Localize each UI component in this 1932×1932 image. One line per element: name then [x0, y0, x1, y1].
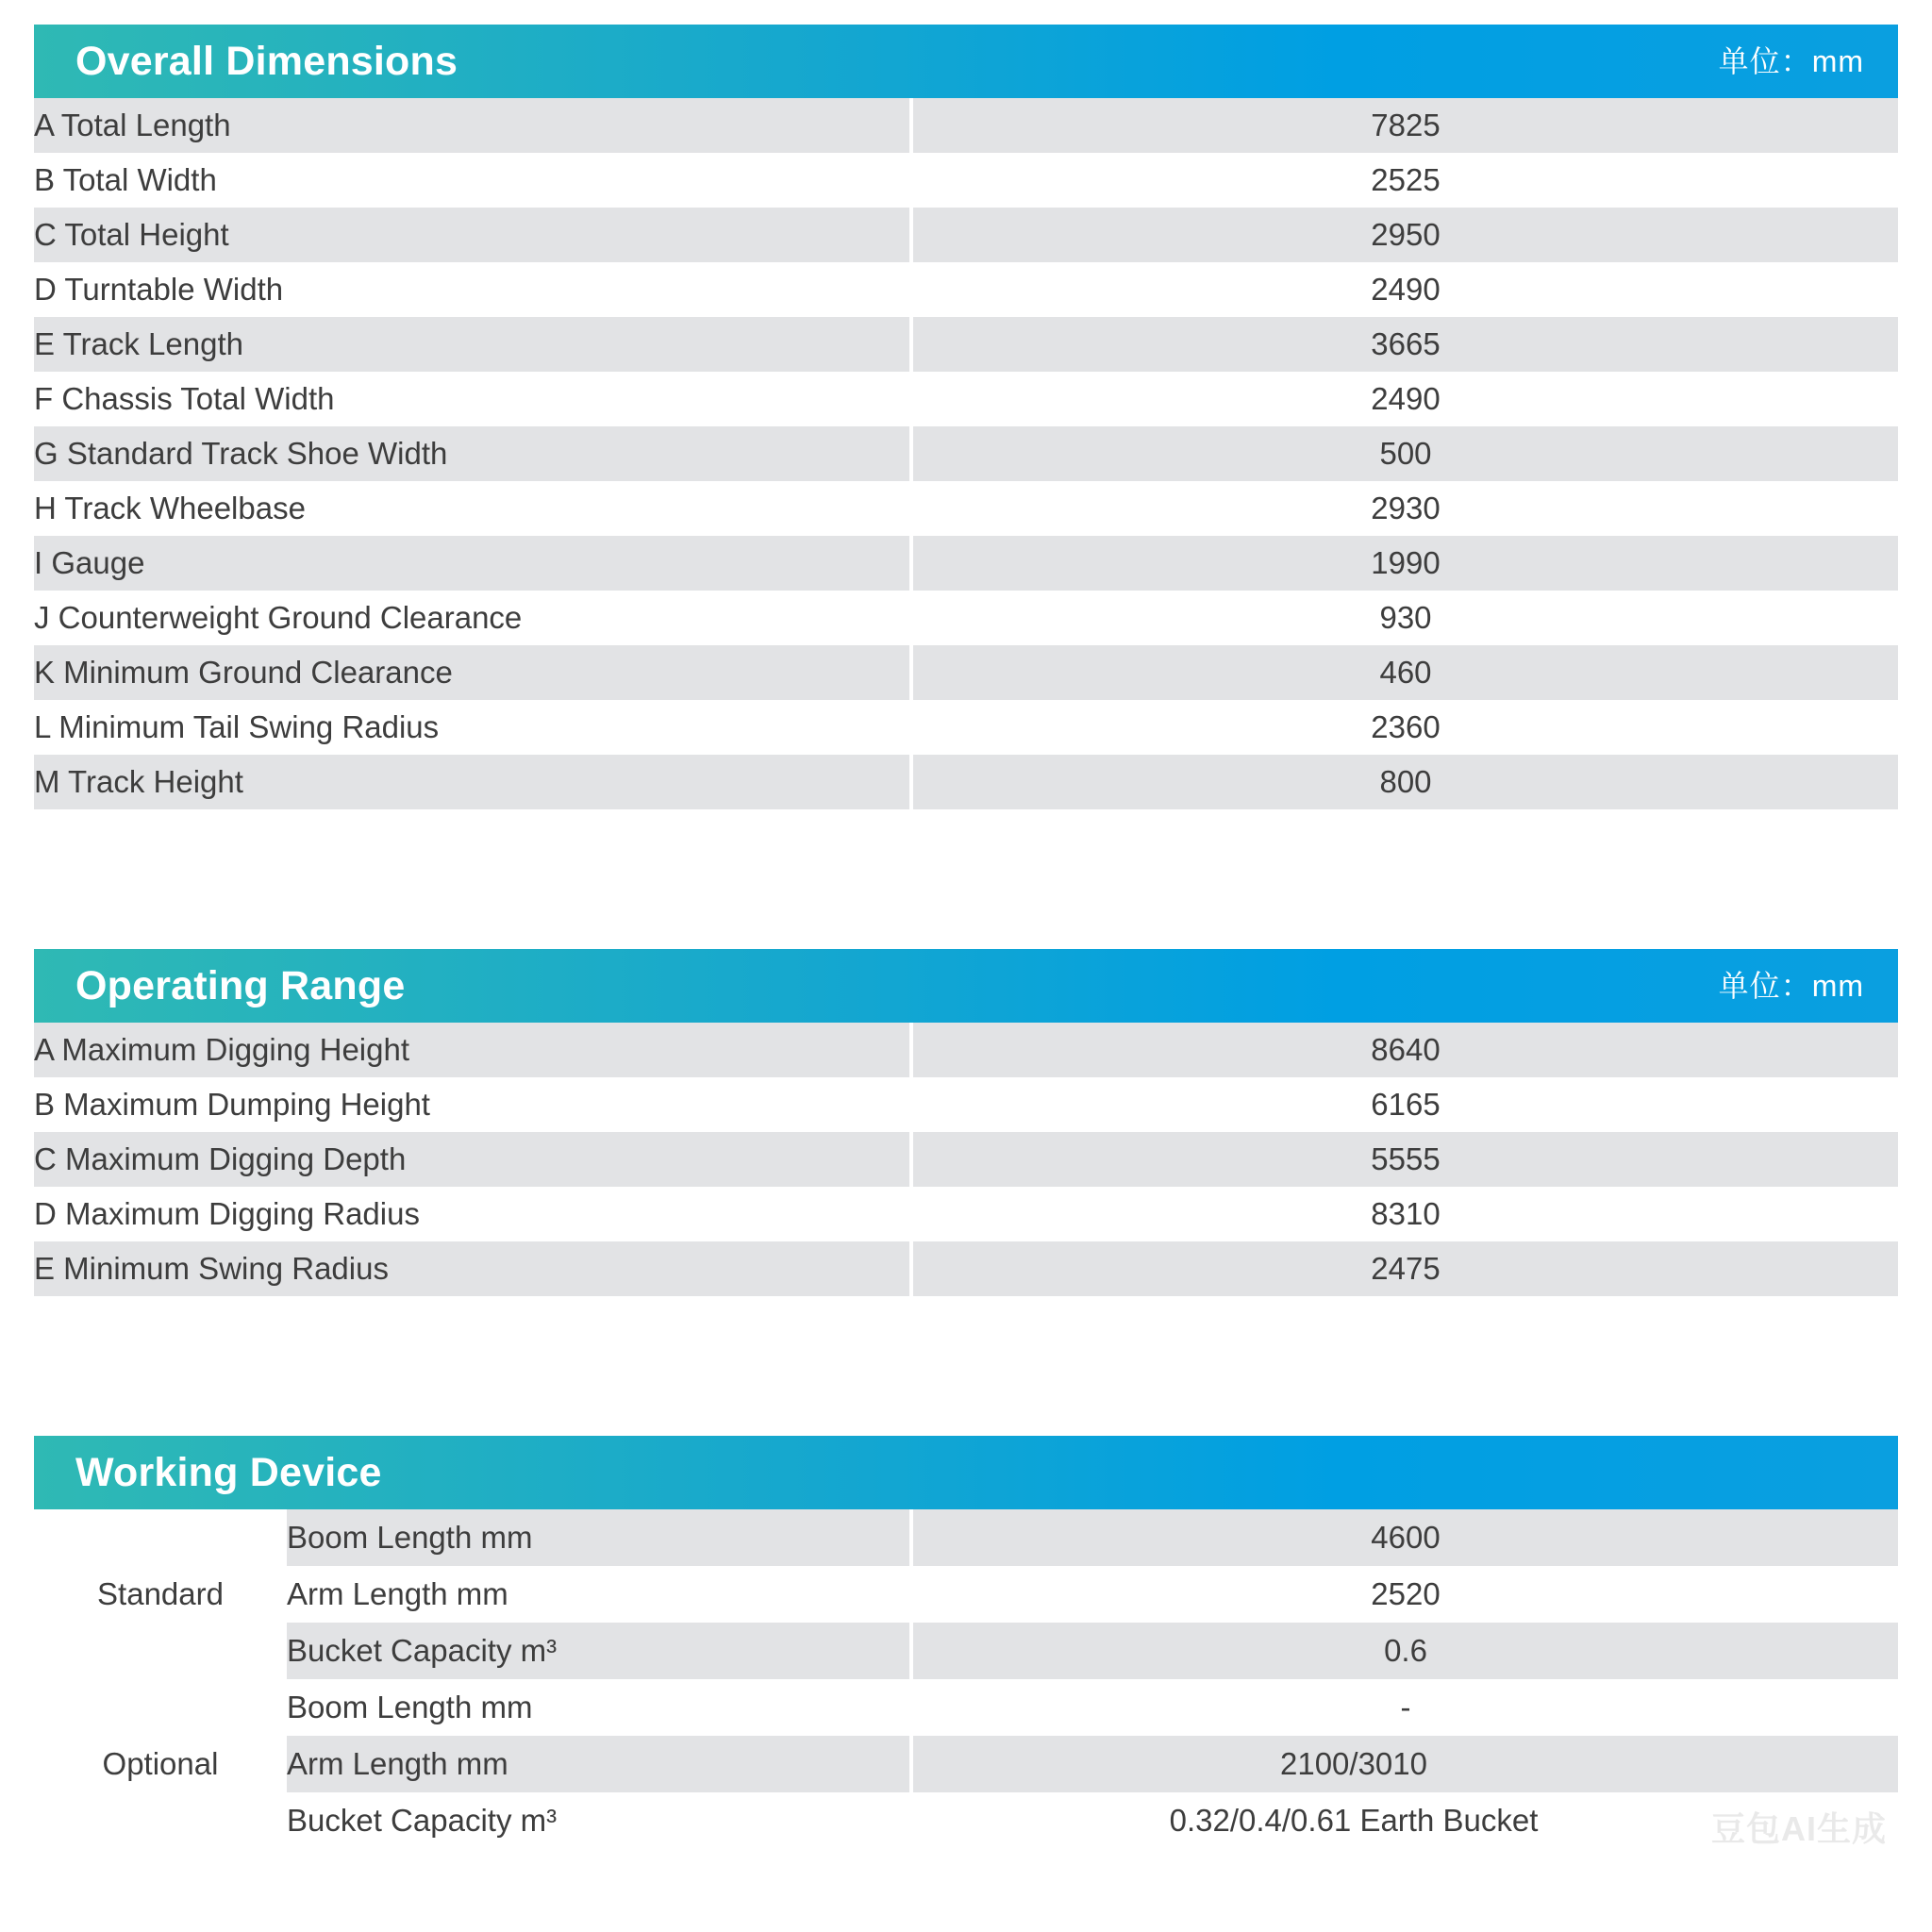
working-device-table: [34, 1509, 1898, 1849]
row-label: E Track Length: [34, 317, 911, 372]
row-label: Boom Length mm: [287, 1679, 911, 1736]
row-value: 2490: [911, 262, 1898, 317]
unit-value: mm: [1811, 969, 1864, 1003]
section-title: Working Device: [75, 1449, 382, 1495]
row-label: C Maximum Digging Depth: [34, 1132, 911, 1187]
group-label-optional: Optional: [34, 1679, 287, 1849]
table-row: [34, 372, 1898, 426]
table-row: [34, 153, 1898, 208]
row-value: 0.6: [911, 1623, 1898, 1679]
row-value: 6165: [911, 1077, 1898, 1132]
row-value: 2525: [911, 153, 1898, 208]
table-row: [34, 755, 1898, 809]
watermark: 豆包AI生成: [1710, 1809, 1887, 1848]
row-value: 2100/3010: [911, 1736, 1898, 1792]
table-row: [34, 317, 1898, 372]
row-label: K Minimum Ground Clearance: [34, 645, 911, 700]
row-label: F Chassis Total Width: [34, 372, 911, 426]
row-label: I Gauge: [34, 536, 911, 591]
row-label: L Minimum Tail Swing Radius: [34, 700, 911, 755]
table-row: [34, 1509, 1898, 1566]
row-value: 7825: [911, 98, 1898, 153]
section-overall-dimensions: [34, 25, 1898, 809]
row-value: 2930: [911, 481, 1898, 536]
section-unit: [1719, 46, 1864, 76]
row-label: H Track Wheelbase: [34, 481, 911, 536]
section-title: Overall Dimensions: [75, 38, 458, 84]
table-row: [34, 481, 1898, 536]
row-label: Bucket Capacity m³: [287, 1623, 911, 1679]
table-row: [34, 700, 1898, 755]
row-value: 2520: [911, 1566, 1898, 1623]
table-row: [34, 98, 1898, 153]
row-value: 2475: [911, 1241, 1898, 1296]
operating-range-table: [34, 1023, 1898, 1296]
row-label: C Total Height: [34, 208, 911, 262]
row-value: 5555: [911, 1132, 1898, 1187]
row-label: J Counterweight Ground Clearance: [34, 591, 911, 645]
overall-dimensions-table: [34, 98, 1898, 809]
row-value: 8310: [911, 1187, 1898, 1241]
row-label: Boom Length mm: [287, 1509, 911, 1566]
section-header: [34, 949, 1898, 1023]
table-row: [34, 1566, 1898, 1623]
row-label: B Total Width: [34, 153, 911, 208]
row-value: 2490: [911, 372, 1898, 426]
row-value: 8640: [911, 1023, 1898, 1077]
section-operating-range: [34, 949, 1898, 1296]
row-value: 2360: [911, 700, 1898, 755]
row-value: 500: [911, 426, 1898, 481]
table-row: [34, 1187, 1898, 1241]
table-row: [34, 208, 1898, 262]
table-row: [34, 1736, 1898, 1792]
row-label: M Track Height: [34, 755, 911, 809]
row-label: G Standard Track Shoe Width: [34, 426, 911, 481]
row-label: A Total Length: [34, 98, 911, 153]
row-value: 1990: [911, 536, 1898, 591]
table-row: [34, 262, 1898, 317]
row-value: 800: [911, 755, 1898, 809]
table-row: [34, 1077, 1898, 1132]
table-row: [34, 645, 1898, 700]
section-header: [34, 1436, 1898, 1509]
unit-label: 单位：: [1718, 44, 1812, 78]
table-row: [34, 1023, 1898, 1077]
row-label: D Maximum Digging Radius: [34, 1187, 911, 1241]
section-working-device: [34, 1436, 1898, 1849]
row-value: 0.32/0.4/0.61 Earth Bucket: [911, 1792, 1898, 1849]
row-value: 3665: [911, 317, 1898, 372]
row-label: E Minimum Swing Radius: [34, 1241, 911, 1296]
table-row: [34, 1132, 1898, 1187]
row-value: 930: [911, 591, 1898, 645]
section-header: [34, 25, 1898, 98]
row-label: Bucket Capacity m³: [287, 1792, 911, 1849]
table-row: [34, 426, 1898, 481]
row-value: -: [911, 1679, 1898, 1736]
row-label: Arm Length mm: [287, 1736, 911, 1792]
row-label: Arm Length mm: [287, 1566, 911, 1623]
unit-label: 单位：: [1718, 969, 1812, 1003]
row-value: 2950: [911, 208, 1898, 262]
row-label: D Turntable Width: [34, 262, 911, 317]
row-value: 460: [911, 645, 1898, 700]
row-label: A Maximum Digging Height: [34, 1023, 911, 1077]
table-row: [34, 1679, 1898, 1736]
table-row: [34, 1241, 1898, 1296]
table-row: [34, 536, 1898, 591]
row-value: 4600: [911, 1509, 1898, 1566]
unit-value: mm: [1811, 44, 1864, 78]
table-row: [34, 1623, 1898, 1679]
section-title: Operating Range: [75, 962, 406, 1008]
table-row: [34, 591, 1898, 645]
section-unit: [1719, 971, 1864, 1001]
group-label-standard: Standard: [34, 1509, 287, 1679]
row-label: B Maximum Dumping Height: [34, 1077, 911, 1132]
table-row: [34, 1792, 1898, 1849]
